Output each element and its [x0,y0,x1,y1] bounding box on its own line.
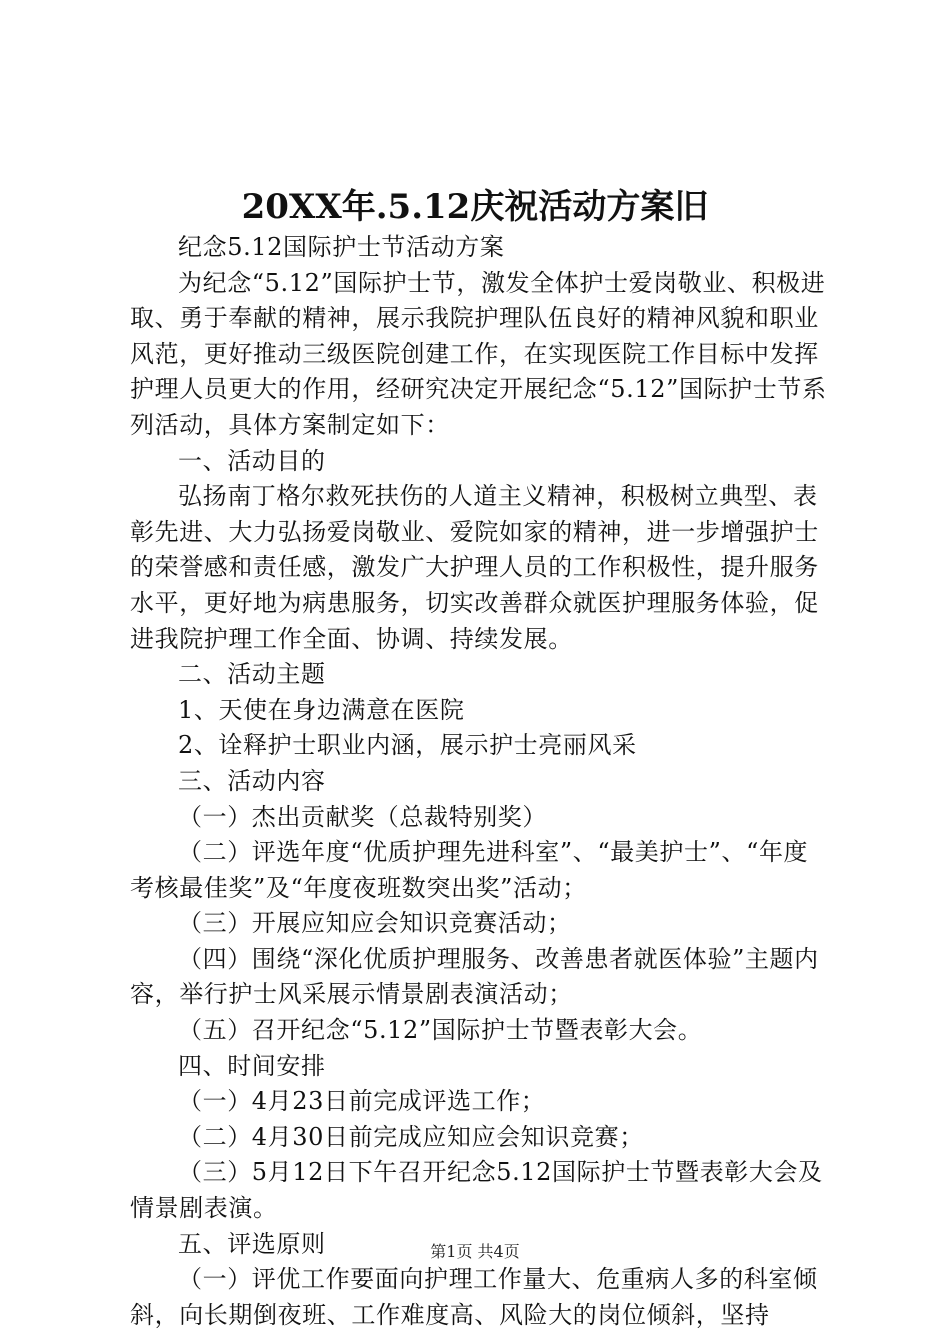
list-item: （二）评选年度“优质护理先进科室”、“最美护士”、“年度考核最佳奖”及“年度夜班数突出奖”活动； [130,838,809,902]
list-item: （五）召开纪念“5.12”国际护士节暨表彰大会。 [178,1016,703,1045]
page-footer: 第1页 共4页 [430,1242,520,1261]
section-heading: 一、活动目的 [178,446,326,475]
section-heading: 三、活动内容 [178,766,326,795]
section-heading: 五、评选原则 [178,1229,326,1258]
list-item: 1、天使在身边满意在医院 [178,695,465,724]
section-heading: 二、活动主题 [178,660,326,689]
paragraph: 弘扬南丁格尔救死扶伤的人道主义精神，积极树立典型、表彰先进、大力弘扬爱岗敬业、爱院如家的精神，进一步增强护士的荣誉感和责任感，激发广大护理人员的工作积极性，提升服务水平，更好地为病患服务，切实改善群众就医护理服务体验，促进我院护理工作全面、协调、持续发展。 [130,482,819,653]
list-item: 2、诠释护士职业内涵，展示护士亮丽风采 [178,731,637,760]
paragraph: 纪念5.12国际护士节活动方案 [178,233,505,261]
list-item: （三）5月12日下午召开纪念5.12国际护士节暨表彰大会及情景剧表演。 [130,1158,823,1223]
list-item: （一）4月23日前完成评选工作； [178,1087,546,1116]
list-item: （一）杰出贡献奖（总裁特别奖） [178,802,547,831]
list-item: （一）评优工作要面向护理工作量大、危重病人多的科室倾斜，向长期倒夜班、工作难度高、风险大的岗位倾斜，坚持 [130,1265,818,1329]
list-item: （四）围绕“深化优质护理服务、改善患者就医体验”主题内容，举行护士风采展示情景剧表演活动； [130,944,819,1009]
document-title: 20XX年.5.12庆祝活动方案旧 [241,187,709,227]
list-item: （二）4月30日前完成应知应会知识竞赛； [178,1122,644,1151]
section-heading: 四、时间安排 [178,1051,326,1080]
list-item: （三）开展应知应会知识竞赛活动； [178,909,572,938]
document-body [130,230,830,1333]
paragraph: 为纪念“5.12”国际护士节，激发全体护士爱岗敬业、积极进取、勇于奉献的精神，展示我院护理队伍良好的精神风貌和职业风范，更好推动三级医院创建工作，在实现医院工作目标中发挥护理人员更大的作用，经研究决定开展纪念“5.12”国际护士节系列活动，具体方案制定如下： [130,268,827,439]
